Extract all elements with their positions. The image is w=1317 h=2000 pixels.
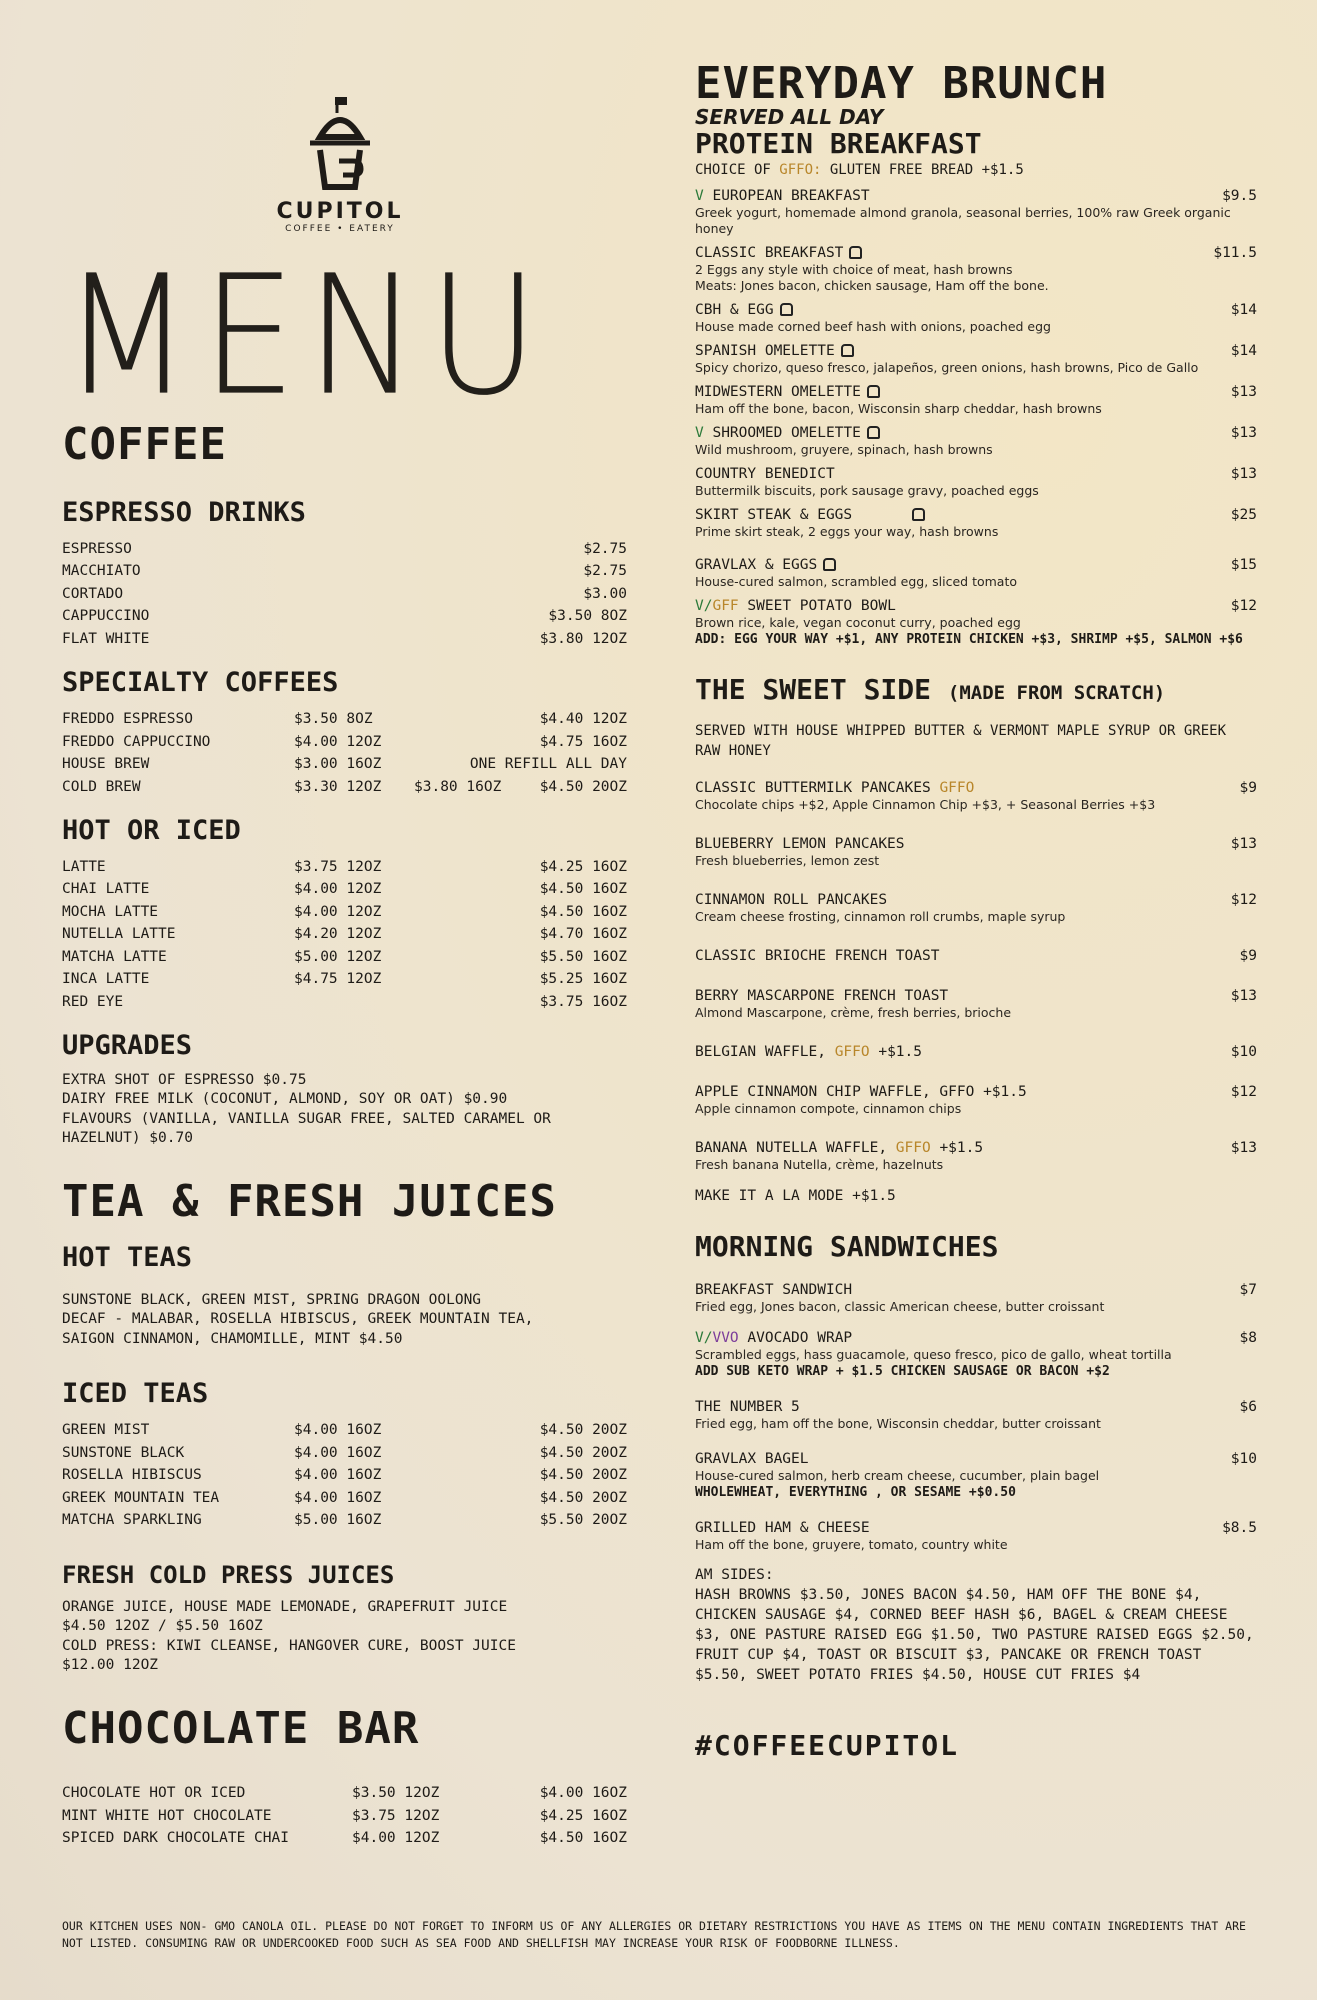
list-item: APPLE CINNAMON CHIP WAFFLE, GFFO +$1.5 $12 Apple cinnamon compote, cinnamon chips (695, 1084, 1257, 1116)
list-item: BERRY MASCARPONE FRENCH TOAST $13 Almond Mascarpone, crème, fresh berries, brioche (695, 988, 1257, 1020)
bread-icon (912, 508, 925, 521)
left-column (62, 95, 627, 1850)
list-item: BANANA NUTELLA WAFFLE, GFFO +$1.5 $13 Fresh banana Nutella, crème, hazelnuts (695, 1140, 1257, 1172)
list-item: SPANISH OMELETTE $14 Spicy chorizo, queso fresco, jalapeños, green onions, hash browns, Pico de Gallo (695, 343, 1257, 375)
hashtag: #COFFEECUPITOL (695, 1729, 960, 1762)
list-item: $4.50 12OZ / $5.50 16OZ (62, 1618, 263, 1635)
protein-title: PROTEIN BREAKFAST (695, 127, 982, 160)
iced-teas-title: ICED TEAS (62, 1378, 209, 1410)
list-item: MOCHA LATTE $4.00 12OZ $4.50 16OZ (62, 903, 627, 920)
list-item: SUNSTONE BLACK, GREEN MIST, SPRING DRAGON OOLONG (62, 1291, 482, 1308)
brand-name: CUPITOL (276, 199, 404, 224)
hot-iced-list (62, 856, 627, 1014)
protein-list (695, 187, 1257, 648)
juices-list (62, 1598, 627, 1676)
list-item: CHOCOLATE HOT OR ICED $3.50 12OZ $4.00 16OZ (62, 1785, 627, 1802)
list-item: DAIRY FREE MILK (COCONUT, ALMOND, SOY OR OAT) $0.90 (62, 1091, 508, 1108)
upgrades-list (62, 1071, 627, 1149)
list-item: LATTE $3.75 12OZ $4.25 16OZ (62, 858, 627, 875)
list-item: V/GFF SWEET POTATO BOWL $12 Brown rice, kale, vegan coconut curry, poached egg ADD: EGG YOUR WAY +$1, ANY PROTEIN CHICKEN +$3, SHRIMP +$5, SALMON +$6 (695, 598, 1257, 647)
list-item: CHAI LATTE $4.00 12OZ $4.50 16OZ (62, 881, 627, 898)
list-item: FREDDO ESPRESSO $3.50 8OZ $4.40 12OZ (62, 711, 627, 728)
list-item: CLASSIC BREAKFAST $11.5 2 Eggs any style with choice of meat, hash browns Meats: Jones bacon, chicken sausage, Ham off the bone. (695, 245, 1257, 293)
specialty-title: SPECIALTY COFFEES (62, 667, 339, 699)
list-item: COLD BREW $3.30 12OZ $3.80 16OZ $4.50 20OZ (62, 778, 627, 795)
bread-icon (867, 385, 880, 398)
list-item: COUNTRY BENEDICT $13 Buttermilk biscuits, pork sausage gravy, poached eggs (695, 466, 1257, 498)
list-item: MIDWESTERN OMELETTE $13 Ham off the bone, bacon, Wisconsin sharp cheddar, hash browns (695, 384, 1257, 416)
coffee-title: COFFEE (62, 419, 227, 470)
logo (270, 95, 410, 234)
hot-teas-title: HOT TEAS (62, 1242, 193, 1274)
espresso-title: ESPRESSO DRINKS (62, 497, 306, 529)
list-item: NUTELLA LATTE $4.20 12OZ $4.70 16OZ (62, 926, 627, 943)
am-sides-list: HASH BROWNS $3.50, JONES BACON $4.50, HAM OFF THE BONE $4, CHICKEN SAUSAGE $4, CORNED BEEF HASH $6, BAGEL & CREAM CHEESE $3, ONE PASTURE RAISED EGG $1.50, TWO PASTURE RAISED EGGS $2.50, FRUIT CUP $4, TOAST OR BISCUIT $3, PANCAKE OR FRENCH TOAST $5.50, SWEET POTATO FRIES $4.50, HOUSE CUT FRIES $4 (695, 1587, 1254, 1683)
list-item: CLASSIC BRIOCHE FRENCH TOAST $9 (695, 948, 1257, 964)
bread-icon (780, 303, 793, 316)
chocolate-title: CHOCOLATE BAR (62, 1702, 420, 1754)
list-item: GRAVLAX BAGEL $10 House-cured salmon, herb cream cheese, cucumber, plain bagel WHOLEWHEAT, EVERYTHING , OR SESAME +$0.50 (695, 1451, 1257, 1500)
am-sides-title: AM SIDES: (695, 1567, 774, 1583)
sweet-list (695, 779, 1257, 1205)
list-item: V SHROOMED OMELETTE $13 Wild mushroom, gruyere, spinach, hash browns (695, 425, 1257, 457)
sweet-note: SERVED WITH HOUSE WHIPPED BUTTER & VERMONT MAPLE SYRUP OR GREEK RAW HONEY (695, 723, 1227, 759)
list-item: THE NUMBER 5 $6 Fried egg, ham off the bone, Wisconsin cheddar, butter croissant (695, 1399, 1257, 1431)
list-item: ROSELLA HIBISCUS $4.00 16OZ $4.50 20OZ (62, 1467, 627, 1483)
list-item: MATCHA SPARKLING $5.00 16OZ $5.50 20OZ (62, 1512, 627, 1528)
espresso-list (62, 538, 627, 651)
gffo-note: CHOICE OF GFFO: GLUTEN FREE BREAD +$1.5 (695, 162, 1024, 178)
list-item: SUNSTONE BLACK $4.00 16OZ $4.50 20OZ (62, 1444, 627, 1461)
list-item: GRAVLAX & EGGS $15 House-cured salmon, scrambled egg, sliced tomato (695, 557, 1257, 589)
list-item: RED EYE $3.75 16OZ (62, 993, 627, 1010)
juices-title: FRESH COLD PRESS JUICES (62, 1560, 395, 1589)
list-item: HAZELNUT) $0.70 (62, 1130, 193, 1147)
list-item: COLD PRESS: KIWI CLEANSE, HANGOVER CURE, BOOST JUICE (62, 1637, 516, 1654)
specialty-list (62, 708, 627, 798)
list-item: V/VVO AVOCADO WRAP $8 Scrambled eggs, hass guacamole, queso fresco, pico de gallo, wheat tortilla ADD SUB KETO WRAP + $1.5 CHICKEN SAUSAGE OR BACON +$2 (695, 1330, 1257, 1379)
list-item: EXTRA SHOT OF ESPRESSO $0.75 (62, 1071, 307, 1088)
list-item: GRILLED HAM & CHEESE $8.5 Ham off the bone, gruyere, tomato, country white (695, 1520, 1257, 1552)
list-item: FLAVOURS (VANILLA, VANILLA SUGAR FREE, SALTED CARAMEL OR (62, 1110, 551, 1127)
sweet-title: THE SWEET SIDE (MADE FROM SCRATCH) (695, 673, 1166, 706)
list-item: FLAT WHITE $3.80 12OZ (62, 630, 627, 647)
hot-iced-title: HOT OR ICED (62, 815, 241, 847)
brunch-title: EVERYDAY BRUNCH (695, 58, 1108, 109)
list-item: V EUROPEAN BREAKFAST $9.5 Greek yogurt, homemade almond granola, seasonal berries, 100% raw Greek organic honey (695, 188, 1257, 236)
list-item: BELGIAN WAFFLE, GFFO +$1.5 $10 (695, 1044, 1257, 1060)
footer-disclaimer: OUR KITCHEN USES NON- GMO CANOLA OIL. PLEASE DO NOT FORGET TO INFORM US OF ANY ALLERGIES OR DIETARY RESTRICTIONS YOU HAVE AS ITEMS ON THE MENU CONTAIN INGREDIENTS THAT ARE NOT LISTED. CONSUMING RAW OR UNDERCOOKED FOOD SUCH AS SEA FOOD AND SHELLFISH MAY INCREASE YOUR RISK OF FOODBORNE ILLNESS. (62, 1919, 1246, 1950)
chocolate-list (62, 1782, 627, 1850)
bread-icon (841, 344, 854, 357)
list-item: CAPPUCCINO $3.50 8OZ (62, 608, 627, 625)
list-item: BLUEBERRY LEMON PANCAKES $13 Fresh blueberries, lemon zest (695, 836, 1257, 868)
served-all-day: SERVED ALL DAY (695, 105, 884, 129)
list-item: GREEN MIST $4.00 16OZ $4.50 20OZ (62, 1422, 627, 1438)
list-item: BREAKFAST SANDWICH $7 Fried egg, Jones bacon, classic American cheese, butter croissant (695, 1282, 1257, 1314)
list-item: $12.00 12OZ (62, 1657, 159, 1674)
list-item: MINT WHITE HOT CHOCOLATE $3.75 12OZ $4.25 16OZ (62, 1807, 627, 1824)
sandwiches-list (695, 1281, 1257, 1553)
list-item: MACCHIATO $2.75 (62, 563, 627, 580)
list-item: SAIGON CINNAMON, CHAMOMILLE, MINT $4.50 (62, 1330, 403, 1347)
hot-teas-list (62, 1291, 627, 1350)
list-item: SPICED DARK CHOCOLATE CHAI $4.00 12OZ $4.50 16OZ (62, 1830, 627, 1847)
list-item: FREDDO CAPPUCCINO $4.00 12OZ $4.75 16OZ (62, 733, 627, 750)
right-column (695, 58, 1257, 1762)
list-item: GREEK MOUNTAIN TEA $4.00 16OZ $4.50 20OZ (62, 1489, 627, 1506)
upgrades-title: UPGRADES (62, 1030, 193, 1062)
brand-tagline: COFFEE • EATERY (285, 224, 395, 234)
list-item: MATCHA LATTE $5.00 12OZ $5.50 16OZ (62, 948, 627, 965)
list-item: INCA LATTE $4.75 12OZ $5.25 16OZ (62, 971, 627, 988)
list-item: HOUSE BREW $3.00 16OZ ONE REFILL ALL DAY (62, 756, 627, 773)
sandwiches-title: MORNING SANDWICHES (695, 1230, 999, 1263)
tea-title: TEA & FRESH JUICES (62, 1175, 557, 1227)
list-item: CBH & EGG $14 House made corned beef hash with onions, poached egg (695, 302, 1257, 334)
list-item: ORANGE JUICE, HOUSE MADE LEMONADE, GRAPEFRUIT JUICE (62, 1598, 508, 1615)
menu-heading: MENU (62, 240, 549, 433)
list-item: CORTADO $3.00 (62, 585, 627, 602)
bread-icon (823, 558, 836, 571)
bread-icon (849, 246, 862, 259)
a-la-mode: MAKE IT A LA MODE +$1.5 (695, 1188, 896, 1204)
iced-teas-list (62, 1419, 627, 1532)
list-item: CINNAMON ROLL PANCAKES $12 Cream cheese frosting, cinnamon roll crumbs, maple syrup (695, 892, 1257, 924)
list-item: SKIRT STEAK & EGGS $25 Prime skirt steak, 2 eggs your way, hash browns (695, 507, 1257, 539)
list-item: CLASSIC BUTTERMILK PANCAKES GFFO $9 Chocolate chips +$2, Apple Cinnamon Chip +$3, + Seasonal Berries +$3 (695, 780, 1257, 812)
bread-icon (867, 426, 880, 439)
coffee-cup-logo-icon (295, 95, 385, 195)
list-item: DECAF - MALABAR, ROSELLA HIBISCUS, GREEK MOUNTAIN TEA, (62, 1311, 534, 1328)
list-item: ESPRESSO $2.75 (62, 540, 627, 557)
